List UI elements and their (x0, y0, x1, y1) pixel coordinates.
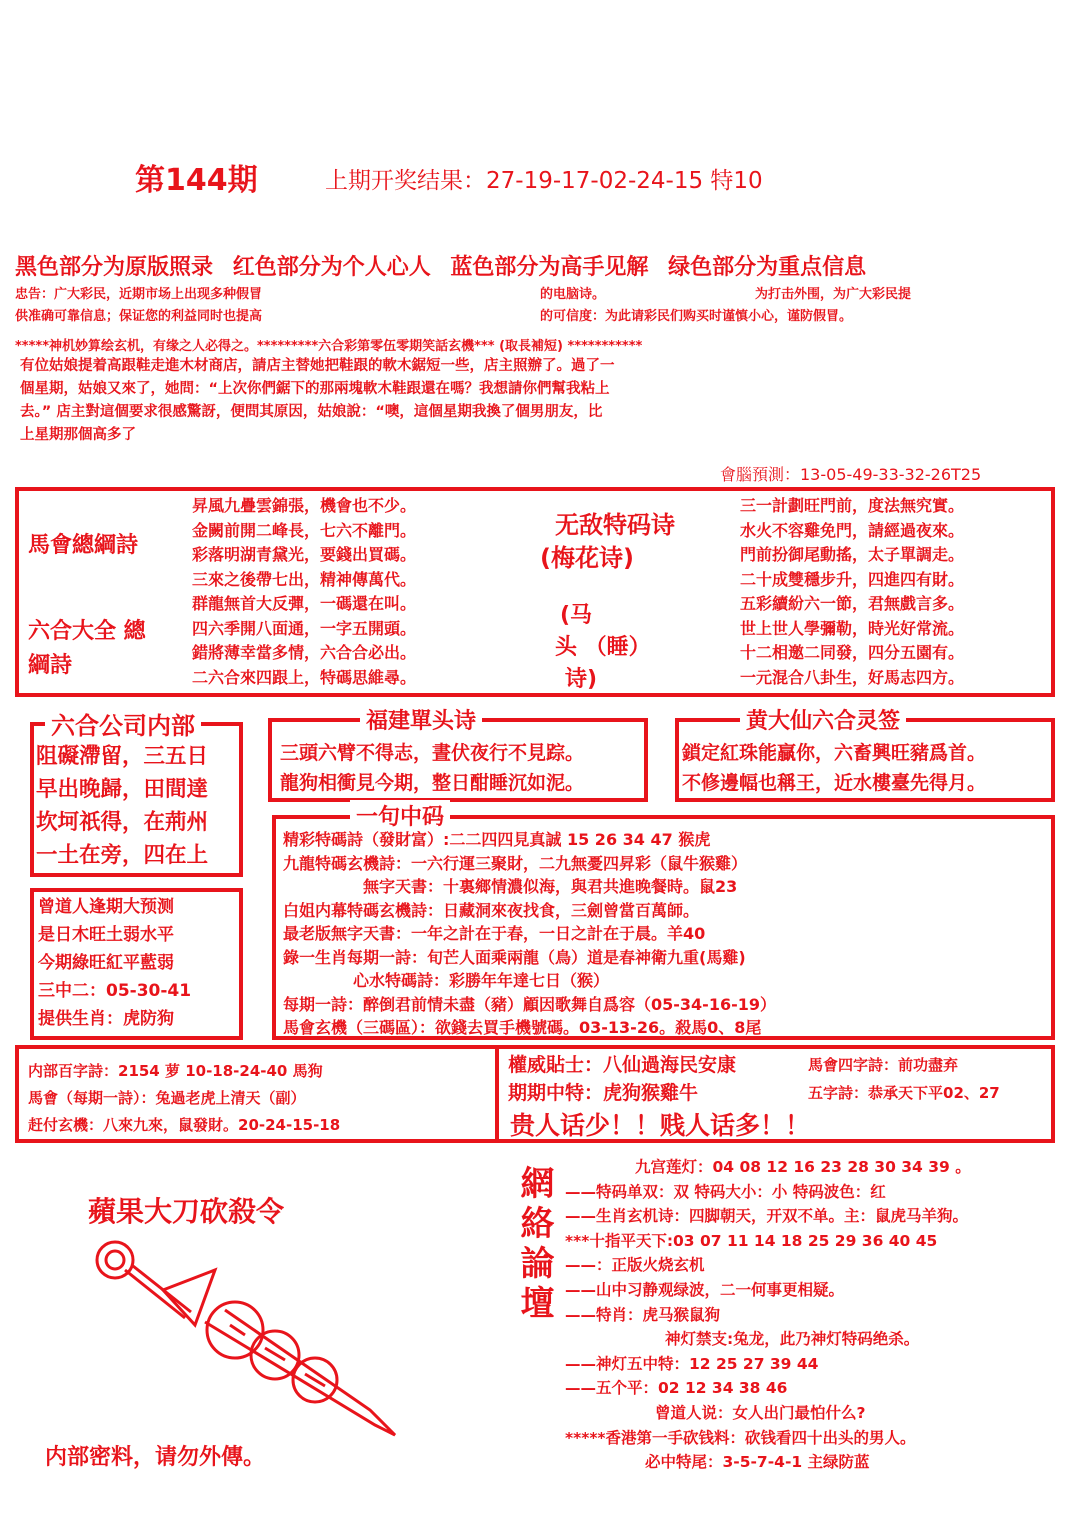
joke-line: 個星期，姑娘又來了，她問：“上次你們鋸下的那兩塊軟木鞋跟還在嗎？我想請你們幫我粘上 (20, 381, 610, 397)
poem-line: 門前扮御尾動搖，太子單調走。 (740, 545, 965, 564)
daoren-line: 是日木旺土弱水平 (38, 925, 174, 945)
joke-heading: *****神机妙算绘玄机，有缘之人必得之。*********六合彩第零伍零期笑話玄機*** (取長補短) *********** (15, 339, 643, 354)
fujian-line: 龍狗相衝見今期，整日酣睡沉如泥。 (280, 772, 585, 794)
forum-line: ***十指平天下:03 07 11 14 18 25 29 36 40 45 (565, 1231, 938, 1250)
tip-label: 權威貼士：八仙過海民安康 (508, 1054, 737, 1076)
yiju-line: 馬會玄機（三碼區）：欲錢去買手機號碼。03-13-26。殺馬0、8尾 (283, 1018, 762, 1037)
wong-lines (682, 738, 986, 798)
fujian-title: 福建單头诗 (360, 704, 482, 735)
company-line: 坎坷祇得，在荊州 (36, 810, 209, 835)
yiju-line: 精彩特碼詩（發財富）:二二四四見真誠 15 26 34 47 猴虎 (283, 830, 711, 849)
notice-2a: 供准确可靠信息；保证您的利益同时也提高 (15, 309, 263, 324)
poem-line: 昇風九疊雲錦張，機會也不少。 (192, 496, 417, 515)
company-line: 一土在旁，四在上 (36, 843, 209, 868)
forum-line: 九宫莲灯：04 08 12 16 23 28 30 34 39 。 (635, 1158, 971, 1176)
legend-red: 红色部分为个人心人 (232, 255, 431, 280)
wong-line: 不修邊幅也稱王，近水樓臺先得月。 (682, 772, 987, 794)
poem-line: 一元混合八卦生，好馬志四方。 (740, 667, 965, 687)
yiju-line: 每期一詩：醉倒君前情未盡（豬）顧因歌舞自爲容（05-34-16-19） (283, 994, 776, 1014)
poem-line: 二十成雙穩步升，四進四有財。 (740, 569, 965, 589)
yiju-lines (283, 828, 776, 1040)
notice-1a: 忠告：广大彩民，近期市场上出现多种假冒 (15, 287, 263, 302)
mid-title-1: 无敌特码诗 (555, 511, 675, 539)
sword-icon (85, 1230, 405, 1440)
notice-1c: 为打击外围，为广大彩民提 (755, 287, 912, 302)
company-title: 六合公司内部 (45, 706, 201, 741)
yiju-line: 九龍特碼玄機詩：一六行運三聚財，二九無憂四昇彩（鼠牛猴雞） (283, 853, 748, 873)
legend-blue: 蓝色部分为高手见解 (450, 255, 649, 280)
four-char-poem: 馬會四字詩：前功盡弃 (808, 1056, 959, 1074)
legend-line (15, 250, 866, 281)
poem-line: 三來之後帶七出，精神傳萬代。 (192, 569, 417, 589)
poem-line: 世上世人學彌勒，時光好常流。 (740, 618, 965, 638)
forum-lines (565, 1155, 971, 1475)
poem-line: 群龍無首大反彈，一碼還在叫。 (192, 594, 417, 613)
daoren-line: 今期綠旺紅平藍弱 (38, 953, 174, 973)
poem-line: 四六季開八面通，一字五開頭。 (192, 618, 417, 638)
yiju-line: 錄一生肖每期一詩：旬芒人面乘兩龍（鳥）道是春神衛九重(馬雞) (283, 947, 746, 967)
forum-line: *****香港第一手砍钱料：砍钱看四十出头的男人。 (565, 1428, 916, 1447)
company-line: 阻礙滯留，三五日 (36, 744, 209, 769)
yiju-line: 白姐内幕特碼玄機詩：日藏洞來夜找食，三劍曾當百萬師。 (283, 900, 700, 920)
joke-body (20, 355, 615, 447)
notice-2b: 的可信度：为此请彩民们购买时谨慎小心，谨防假冒。 (540, 309, 853, 324)
poem-left-lines (192, 494, 416, 690)
joke-line: 去。” 店主對這個要求很感驚訝，便問其原因，姑娘說：“噢，這個星期我換了個男朋友，比 (20, 404, 603, 420)
wong-title: 黄大仙六合灵签 (740, 704, 906, 735)
forum-line: ——：正版火烧玄机 (565, 1256, 705, 1275)
daoren-line: 提供生肖：虎防狗 (38, 1009, 174, 1029)
poem-line: 十二相邀二同發，四分五園有。 (740, 643, 965, 662)
notice-1b: 的电脑诗。 (540, 287, 606, 302)
poem-title-liuhe: 六合大全 總綱詩 (28, 619, 146, 678)
fujian-lines (280, 738, 584, 798)
forum-line: ——特码单双：双 特码大小：小 特码波色：红 (565, 1182, 886, 1201)
bottom-left-line: 内部百字詩：2154 萝 10-18-24-40 馬狗 (28, 1062, 323, 1080)
mid-title-2: (梅花诗) (540, 544, 634, 572)
forum-line: ——神灯五中特：12 25 27 39 44 (565, 1354, 819, 1373)
apple-footer: 内部密料，请勿外傳。 (45, 1445, 266, 1470)
prediction: 會腦預測：13-05-49-33-32-26T25 (720, 465, 982, 484)
yiju-title: 一句中码 (350, 800, 450, 831)
company-line: 早出晚歸，田間達 (36, 777, 209, 802)
yiju-line: 心水特碼詩：彩勝年年達七日（猴） (353, 971, 610, 990)
yiju-line: 最老版無字天書：一年之計在于春，一日之計在于晨。羊40 (283, 924, 706, 943)
legend-black: 黑色部分为原版照录 (15, 255, 214, 280)
forum-line: 曾道人说：女人出门最怕什么? (655, 1403, 866, 1422)
last-result: 上期开奖结果：27-19-17-02-24-15 特10 (325, 168, 763, 194)
win-label: 期期中特：虎狗猴雞牛 (508, 1082, 699, 1104)
joke-line: 有位姑娘提着高跟鞋走進木材商店，請店主替她把鞋跟的軟木鋸短一些，店主照辦了。過了一 (20, 358, 615, 374)
daoren-lines (38, 893, 191, 1033)
forum-line: ——山中习静观绿波，二一何事更相疑。 (565, 1280, 845, 1299)
poem-line: 彩落明湖青黛光，要錢出買碼。 (192, 545, 417, 564)
wong-line: 鎖定紅珠能贏你，六畜興旺豬爲首。 (682, 742, 987, 764)
bottom-left-line: 馬會（每期一詩）：兔過老虎上清天（副） (28, 1089, 306, 1107)
forum-line: 必中特尾：3-5-7-4-1 主绿防蓝 (645, 1453, 870, 1472)
yiju-line: 無字天書：十裏鄉情濃似海，與君共進晚餐時。鼠23 (363, 877, 738, 896)
poem-title-mahui: 馬會總綱詩 (28, 533, 139, 558)
poem-line: 五彩續紛六一節，君無戲言多。 (740, 594, 965, 613)
issue-number: 第144期 (135, 163, 258, 198)
daoren-title: 曾道人逢期大预测 (38, 897, 174, 917)
apple-title: 蘋果大刀砍殺令 (88, 1195, 285, 1228)
forum-line: ——特肖：虎马猴鼠狗 (565, 1305, 721, 1324)
poem-line: 三一計劃旺門前，度法無究實。 (740, 496, 965, 515)
slogan: 贵人话少！！贱人话多！！ (510, 1111, 811, 1140)
poem-line: 錯將薄幸當多情，六合合必出。 (192, 643, 417, 662)
forum-line: 神灯禁支:兔龙，此乃神灯特码绝杀。 (665, 1330, 920, 1349)
poem-line: 水火不容雞免門，請經過夜來。 (740, 520, 965, 540)
daoren-line: 三中二：05-30-41 (38, 981, 192, 1001)
mid-title-3: (马 (560, 603, 593, 628)
legend-green: 绿色部分为重点信息 (668, 255, 867, 280)
bottom-left-line: 赶付玄機：八來九來，鼠發財。20-24-15-18 (28, 1116, 341, 1134)
five-char-poem: 五字詩：恭承天下平02、27 (808, 1084, 1000, 1102)
poem-right-lines (740, 494, 964, 690)
company-lines (36, 740, 208, 872)
poem-line: 金闕前開二峰長，七六不離門。 (192, 520, 417, 540)
fujian-line: 三頭六臂不得志，晝伏夜行不見踪。 (280, 742, 585, 764)
forum-side-title: 網絡論壇 (514, 1165, 554, 1325)
forum-line: ——生肖玄机诗：四脚朝天，开双不单。主：鼠虎马羊狗。 (565, 1207, 969, 1226)
mid-title-5: 诗) (565, 667, 598, 692)
forum-line: ——五个平：02 12 34 38 46 (565, 1379, 788, 1398)
poem-line: 二六合來四跟上，特碼思維尋。 (192, 667, 417, 687)
bottom-left-lines (28, 1058, 340, 1139)
mid-title-4: 头 （睡） (555, 635, 651, 660)
bottom-divider (495, 1045, 499, 1143)
joke-line: 上星期那個高多了 (20, 427, 136, 443)
